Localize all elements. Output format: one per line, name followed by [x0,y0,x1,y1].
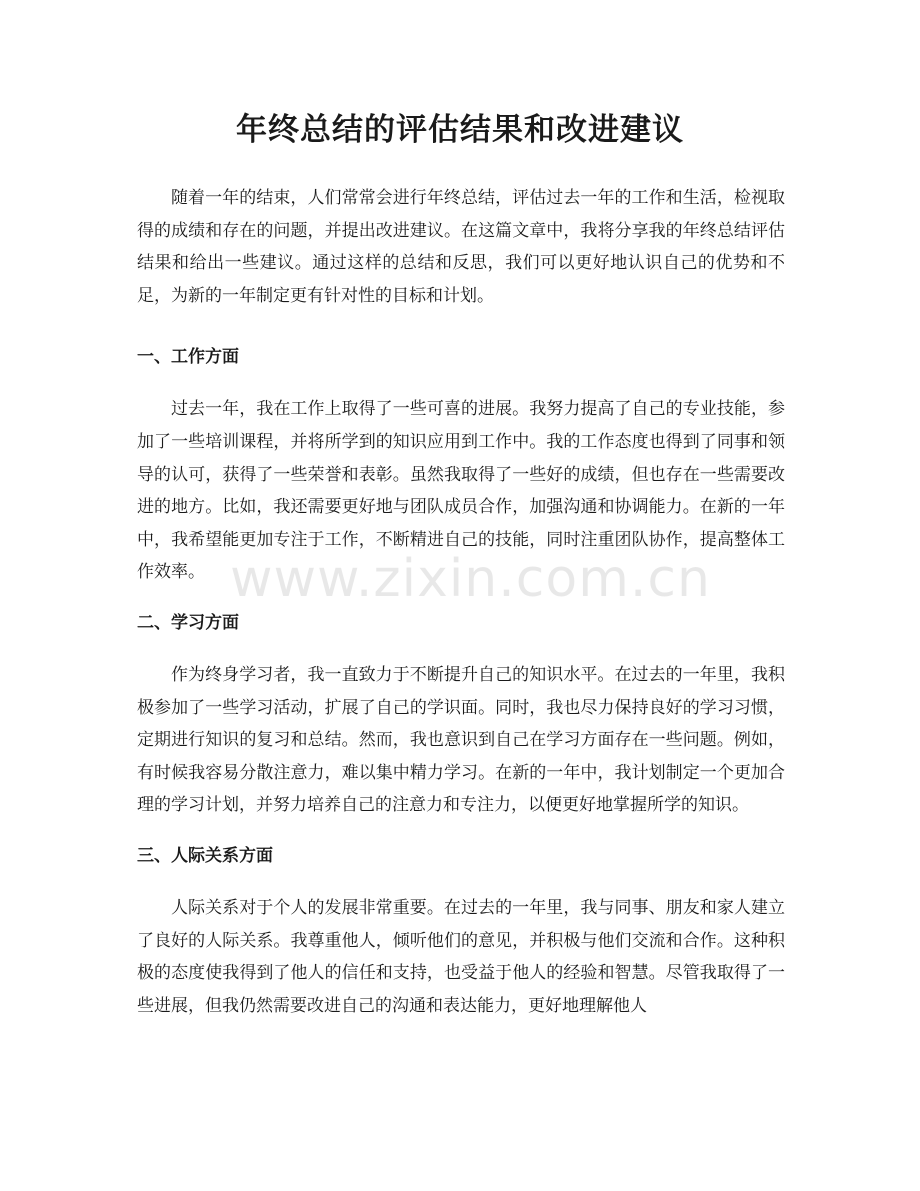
section-body-study: 作为终身学习者，我一直致力于不断提升自己的知识水平。在过去的一年里，我积极参加了一些学习活动，扩展了自己的学识面。同时，我也尽力保持良好的学习习惯，定期进行知识的复习和总结。然而，我也意识到自己在学习方面存在一些问题。例如，有时候我容易分散注意力，难以集中精力学习。在新的一年中，我计划制定一个更加合理的学习计划，并努力培养自己的注意力和专注力，以便更好地掌握所学的知识。 [137,664,785,816]
document-body [137,182,785,1022]
section-body-relationships: 人际关系对于个人的发展非常重要。在过去的一年里，我与同事、朋友和家人建立了良好的人际关系。我尊重他人，倾听他们的意见，并积极与他们交流和合作。这种积极的态度使我得到了他人的信任和支持，也受益于他人的经验和智慧。尽管我取得了一些进展，但我仍然需要改进自己的沟通和表达能力，更好地理解他人 [137,897,785,1016]
section-heading-study: 二、学习方面 [137,612,239,633]
section-body-work: 过去一年，我在工作上取得了一些可喜的进展。我努力提高了自己的专业技能，参加了一些培训课程，并将所学到的知识应用到工作中。我的工作态度也得到了同事和领导的认可，获得了一些荣誉和表彰。虽然我取得了一些好的成绩，但也存在一些需要改进的地方。比如，我还需要更好地与团队成员合作，加强沟通和协调能力。在新的一年中，我希望能更加专注于工作，不断精进自己的技能，同时注重团队协作，提高整体工作效率。 [137,399,785,583]
section-heading-work: 一、工作方面 [137,347,239,368]
section-heading-relationships: 三、人际关系方面 [137,845,273,866]
watermark: www.zixin.com.cn [230,549,711,609]
intro-paragraph: 随着一年的结束，人们常常会进行年终总结，评估过去一年的工作和生活，检视取得的成绩和存在的问题，并提出改进建议。在这篇文章中，我将分享我的年终总结评估结果和给出一些建议。通过这样的总结和反思，我们可以更好地认识自己的优势和不足，为新的一年制定更有针对性的目标和计划。 [137,188,785,306]
document-title: 年终总结的评估结果和改进建议 [236,112,684,148]
